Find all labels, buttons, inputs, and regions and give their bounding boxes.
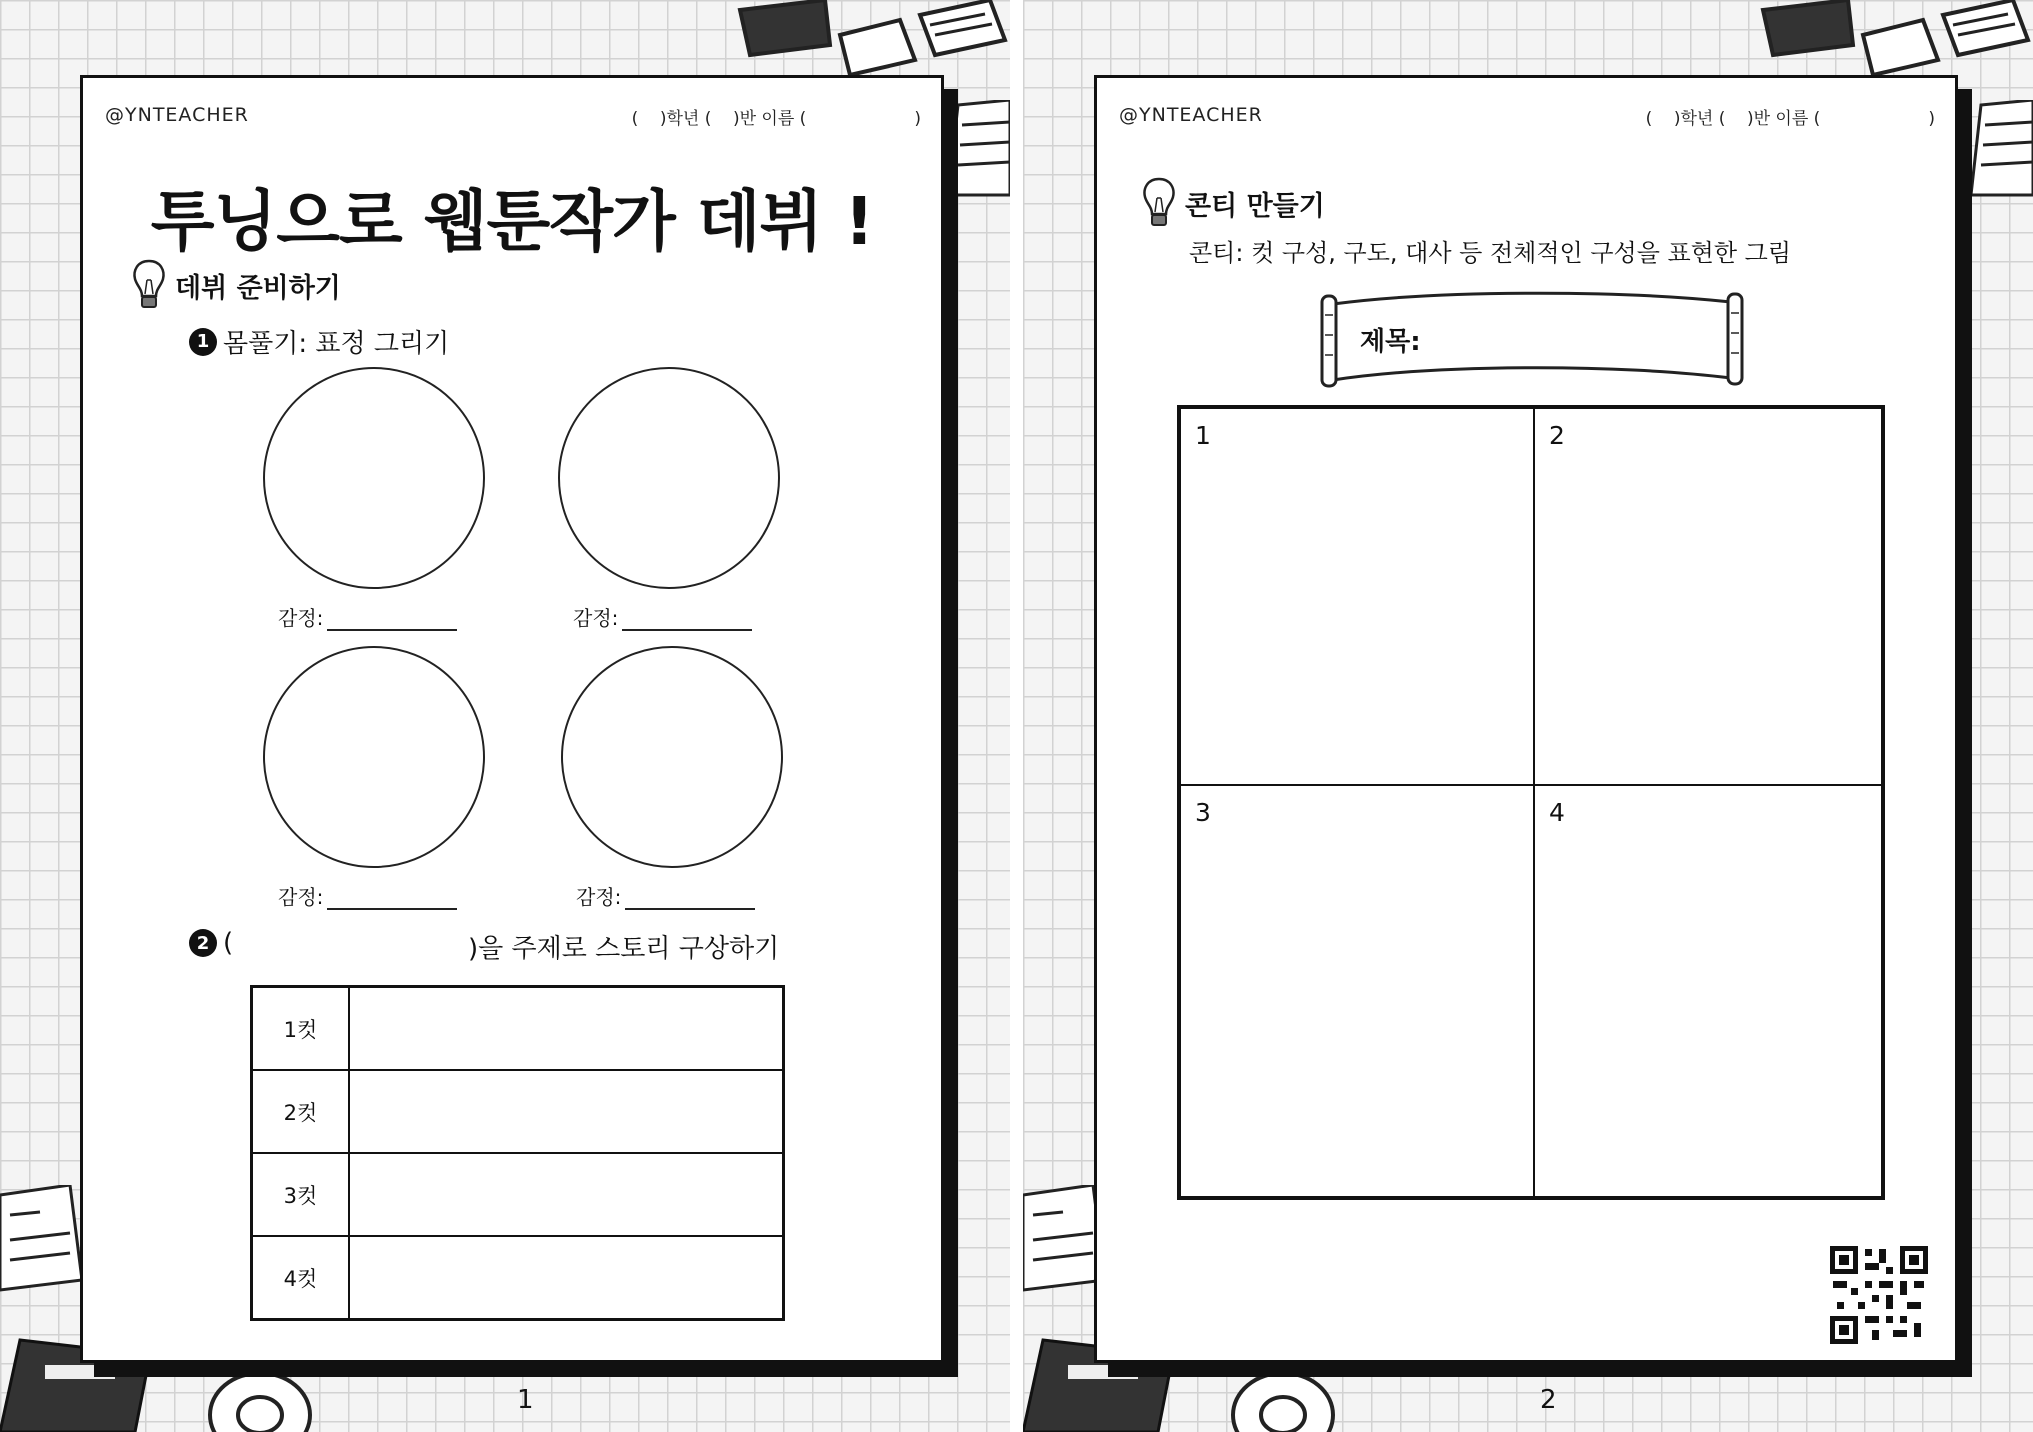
- notebook-doodle-icon: [948, 100, 1010, 200]
- lightbulb-icon: [1141, 176, 1177, 230]
- conti-panel-1[interactable]: [1180, 408, 1534, 785]
- panel-number: 2: [1549, 421, 1565, 450]
- worksheet-page-1: [80, 75, 944, 1363]
- page-number: 1: [517, 1385, 534, 1415]
- panel-number: 4: [1549, 798, 1565, 827]
- lightbulb-icon: [131, 258, 167, 312]
- table-row: [252, 1153, 784, 1236]
- student-info-line: ( )학년 ( )반 이름 ( ): [631, 109, 921, 129]
- section-header: [1141, 176, 1325, 230]
- brand-label: @YNTEACHER: [1119, 104, 1263, 126]
- story-cell[interactable]: [349, 1153, 784, 1236]
- emotion-label: 감정:: [278, 606, 324, 630]
- step-2: [189, 928, 233, 958]
- story-cell[interactable]: [349, 1070, 784, 1153]
- emotion-field-1[interactable]: [278, 602, 457, 631]
- conti-panel-3[interactable]: [1180, 785, 1534, 1197]
- table-row: [252, 1236, 784, 1320]
- section-header: [131, 258, 341, 312]
- conti-grid: [1177, 405, 1885, 1200]
- emotion-field-3[interactable]: [278, 881, 457, 910]
- section-title: 데뷔 준비하기: [175, 272, 341, 304]
- story-cell[interactable]: [349, 987, 784, 1071]
- step-number-badge: 1: [189, 328, 217, 356]
- books-doodle-icon: [1753, 0, 2033, 80]
- emotion-field-4[interactable]: [576, 881, 755, 910]
- face-circle-4[interactable]: [561, 646, 783, 868]
- student-info-line: ( )학년 ( )반 이름 ( ): [1645, 109, 1935, 129]
- conti-panel-2[interactable]: [1534, 408, 1882, 785]
- step-1: [189, 323, 449, 360]
- qr-code-icon[interactable]: [1830, 1246, 1928, 1344]
- emotion-label: 감정:: [278, 885, 324, 909]
- page-number: 2: [1540, 1385, 1557, 1415]
- cut-label: 1컷: [252, 987, 350, 1071]
- table-row: [252, 987, 784, 1071]
- step-number-badge: 2: [189, 929, 217, 957]
- newspaper-doodle-icon: [0, 1185, 82, 1295]
- cut-label: 2컷: [252, 1070, 350, 1153]
- conti-definition: 콘티: 컷 구성, 구도, 대사 등 전체적인 구성을 표현한 그림: [1189, 239, 1792, 267]
- worksheet-page-2: [1094, 75, 1958, 1363]
- face-circle-1[interactable]: [263, 367, 485, 589]
- face-circle-2[interactable]: [558, 367, 780, 589]
- panel-number: 1: [1195, 421, 1211, 450]
- page-title: 투닝으로 웹툰작가 데뷔 !: [150, 183, 874, 260]
- step-1-label: 몸풀기: 표정 그리기: [223, 329, 450, 359]
- story-title-label[interactable]: 제목:: [1360, 327, 1421, 357]
- page-panel-2: [1023, 0, 2033, 1432]
- story-cell[interactable]: [349, 1236, 784, 1320]
- panel-number: 3: [1195, 798, 1211, 827]
- tape-doodle-icon: [200, 1365, 320, 1432]
- section-title: 콘티 만들기: [1185, 190, 1325, 222]
- table-row: [252, 1070, 784, 1153]
- page-panel-1: [0, 0, 1010, 1432]
- conti-panel-4[interactable]: [1534, 785, 1882, 1197]
- topic-open-paren: (: [223, 928, 234, 958]
- books-doodle-icon: [730, 0, 1010, 80]
- newspaper-doodle-icon: [1023, 1185, 1105, 1295]
- brand-label: @YNTEACHER: [105, 104, 249, 126]
- step-2-label: )을 주제로 스토리 구상하기: [468, 934, 780, 964]
- emotion-label: 감정:: [576, 885, 622, 909]
- emotion-label: 감정:: [573, 606, 619, 630]
- tape-doodle-icon: [1223, 1365, 1343, 1432]
- cut-label: 4컷: [252, 1236, 350, 1320]
- emotion-field-2[interactable]: [573, 602, 752, 631]
- notebook-doodle-icon: [1971, 100, 2033, 200]
- cut-label: 3컷: [252, 1153, 350, 1236]
- story-table: [250, 985, 785, 1321]
- face-circle-3[interactable]: [263, 646, 485, 868]
